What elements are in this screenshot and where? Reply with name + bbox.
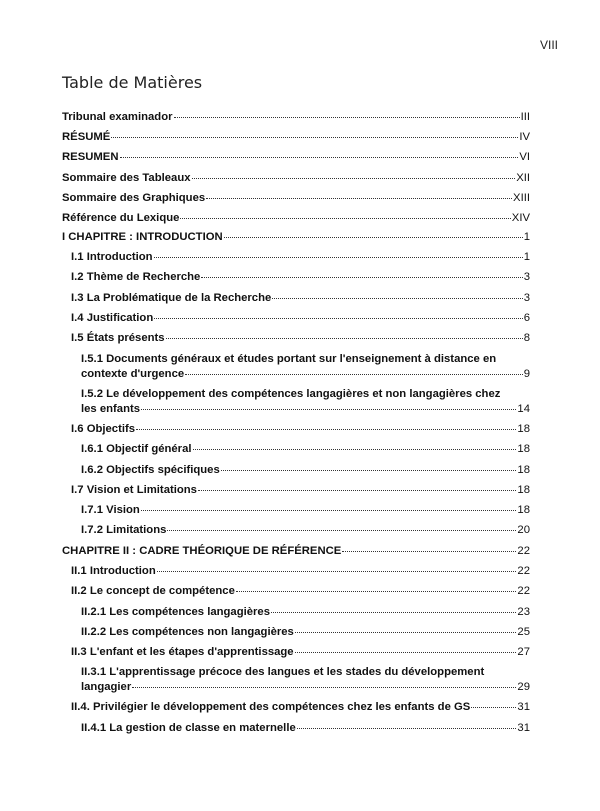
dot-leader <box>198 490 516 491</box>
toc-entry-title: Sommaire des Graphiques <box>62 192 206 204</box>
dot-leader <box>185 374 523 375</box>
toc-entry-title-continued: les enfants <box>81 402 141 415</box>
dot-leader <box>141 409 516 410</box>
toc-entry-title: Référence du Lexique <box>62 212 180 224</box>
toc-page-number: III <box>520 111 530 123</box>
toc-page-number: XII <box>516 172 530 184</box>
dot-leader <box>471 707 516 708</box>
dot-leader <box>192 178 516 179</box>
toc-entry-title: II.4. Privilégier le développement des compétences chez les enfants de GS <box>71 701 471 713</box>
dot-leader <box>154 257 523 258</box>
toc-entry[interactable] <box>62 171 530 186</box>
toc-page-number: 20 <box>517 524 530 536</box>
toc-page-number: VI <box>519 151 530 163</box>
toc-entry[interactable] <box>71 483 530 498</box>
page-number: VIII <box>539 38 558 52</box>
dot-leader <box>221 470 517 471</box>
toc-page-number: 3 <box>523 271 530 283</box>
toc-entry[interactable] <box>81 523 530 538</box>
toc-page-number: 22 <box>517 585 530 597</box>
toc-page-number: 31 <box>517 701 530 713</box>
toc-entry[interactable] <box>62 150 530 165</box>
dot-leader <box>295 652 517 653</box>
page-title: Table de Matières <box>62 73 203 92</box>
toc-entry-title: RESUMEN <box>62 151 119 163</box>
toc-entry-title: I.6.1 Objectif général <box>81 443 192 455</box>
toc-page-number: IV <box>519 131 530 143</box>
toc-entry-title: I.6 Objectifs <box>71 423 136 435</box>
dot-leader <box>224 237 523 238</box>
toc-page-number: XIV <box>511 212 530 224</box>
toc-entry[interactable] <box>62 544 530 559</box>
toc-page-number: 18 <box>517 423 530 435</box>
toc-entry-title: I.5.2 Le développement des compétences langagières et non langagières chez <box>81 388 501 400</box>
toc-entry[interactable] <box>62 230 530 245</box>
toc-entry[interactable] <box>71 422 530 437</box>
toc-entry-title: CHAPITRE II : CADRE THÉORIQUE DE RÉFÉRENCE <box>62 545 342 557</box>
toc-entry[interactable] <box>81 625 530 640</box>
toc-entry-title: RÉSUMÉ <box>62 131 111 143</box>
toc-entry[interactable] <box>71 331 530 346</box>
dot-leader <box>111 137 518 138</box>
toc-entry-title: II.1 Introduction <box>71 565 156 577</box>
toc-page-number: 18 <box>517 464 530 476</box>
dot-leader <box>193 449 517 450</box>
dot-leader <box>236 591 517 592</box>
toc-entry-title: I.2 Thème de Recherche <box>71 271 201 283</box>
toc-entry[interactable] <box>71 584 530 599</box>
toc-page-number: 31 <box>517 722 530 734</box>
toc-entry-title: I.7.1 Vision <box>81 504 140 516</box>
dot-leader <box>174 117 520 118</box>
toc-entry[interactable] <box>81 503 530 518</box>
toc-page-number: 27 <box>517 646 530 658</box>
dot-leader <box>166 338 523 339</box>
toc-page-number: 22 <box>517 565 530 577</box>
dot-leader <box>167 530 516 531</box>
toc-entry-title: I.4 Justification <box>71 312 154 324</box>
toc-entry[interactable] <box>81 352 530 381</box>
toc-page-number: XIII <box>513 192 530 204</box>
toc-entry-title-continued: langagier <box>81 680 132 693</box>
toc-entry[interactable] <box>62 191 530 206</box>
toc-entry[interactable] <box>81 605 530 620</box>
toc-page-number: 18 <box>517 504 530 516</box>
toc-entry-title: II.3 L'enfant et les étapes d'apprentissage <box>71 646 294 658</box>
toc-entry[interactable] <box>62 110 530 125</box>
toc-entry-title: I.7 Vision et Limitations <box>71 484 197 496</box>
toc-entry[interactable] <box>71 700 530 715</box>
toc-page-number: 3 <box>523 292 530 304</box>
toc-entry-title: Sommaire des Tableaux <box>62 172 191 184</box>
toc-page-number: 22 <box>517 545 530 557</box>
dot-leader <box>297 728 517 729</box>
toc-page-number: 8 <box>523 332 530 344</box>
toc-entry-title: Tribunal examinador <box>62 111 173 123</box>
dot-leader <box>136 429 516 430</box>
toc-entry[interactable] <box>71 645 530 660</box>
dot-leader <box>271 612 516 613</box>
toc-entry[interactable] <box>71 564 530 579</box>
toc-entry-title: I.1 Introduction <box>71 251 153 263</box>
dot-leader <box>206 198 512 199</box>
toc-page-number: 1 <box>523 251 530 263</box>
toc-entry[interactable] <box>71 291 530 306</box>
toc-page-number: 18 <box>517 484 530 496</box>
dot-leader <box>154 318 522 319</box>
toc-entry-title: I.5.1 Documents généraux et études portant sur l'enseignement à distance en <box>81 353 497 365</box>
toc-entry[interactable] <box>62 211 530 226</box>
toc-entry-title: I.5 États présents <box>71 332 165 344</box>
toc-entry-title: I.6.2 Objectifs spécifiques <box>81 464 220 476</box>
toc-entry[interactable] <box>71 311 530 326</box>
toc-entry[interactable] <box>81 721 530 736</box>
toc-entry-title: II.2.1 Les compétences langagières <box>81 606 270 618</box>
dot-leader <box>180 218 510 219</box>
toc-entry-title: I.7.2 Limitations <box>81 524 167 536</box>
toc-entry[interactable] <box>81 665 530 694</box>
dot-leader <box>141 510 517 511</box>
toc-page-number: 23 <box>517 606 530 618</box>
toc-page-number: 9 <box>523 367 530 380</box>
toc-entry[interactable] <box>81 442 530 457</box>
dot-leader <box>120 157 519 158</box>
toc-page-number: 25 <box>517 626 530 638</box>
toc-entry[interactable] <box>81 463 530 478</box>
toc-entry[interactable] <box>71 250 530 265</box>
dot-leader <box>201 277 522 278</box>
dot-leader <box>272 298 522 299</box>
toc-entry-title: I CHAPITRE : INTRODUCTION <box>62 231 223 243</box>
toc-page-number: 6 <box>523 312 530 324</box>
toc-page-number: 29 <box>517 680 530 693</box>
toc-entry[interactable] <box>71 270 530 285</box>
dot-leader <box>295 632 517 633</box>
toc-entry-title: I.3 La Problématique de la Recherche <box>71 292 272 304</box>
dot-leader <box>342 551 516 552</box>
toc-page-number: 18 <box>517 443 530 455</box>
toc-entry-title: II.4.1 La gestion de classe en maternelle <box>81 722 296 734</box>
toc-entry-title: II.3.1 L'apprentissage précoce des langues et les stades du développement <box>81 666 485 678</box>
toc-entry-title: II.2.2 Les compétences non langagières <box>81 626 294 638</box>
dot-leader <box>132 687 516 688</box>
dot-leader <box>157 571 517 572</box>
toc-entry-title: II.2 Le concept de compétence <box>71 585 235 597</box>
toc-entry[interactable] <box>62 130 530 145</box>
toc-page-number: 1 <box>523 231 530 243</box>
toc-entry[interactable] <box>81 387 530 416</box>
toc-entry-title-continued: contexte d'urgence <box>81 367 185 380</box>
toc-page-number: 14 <box>517 402 530 415</box>
